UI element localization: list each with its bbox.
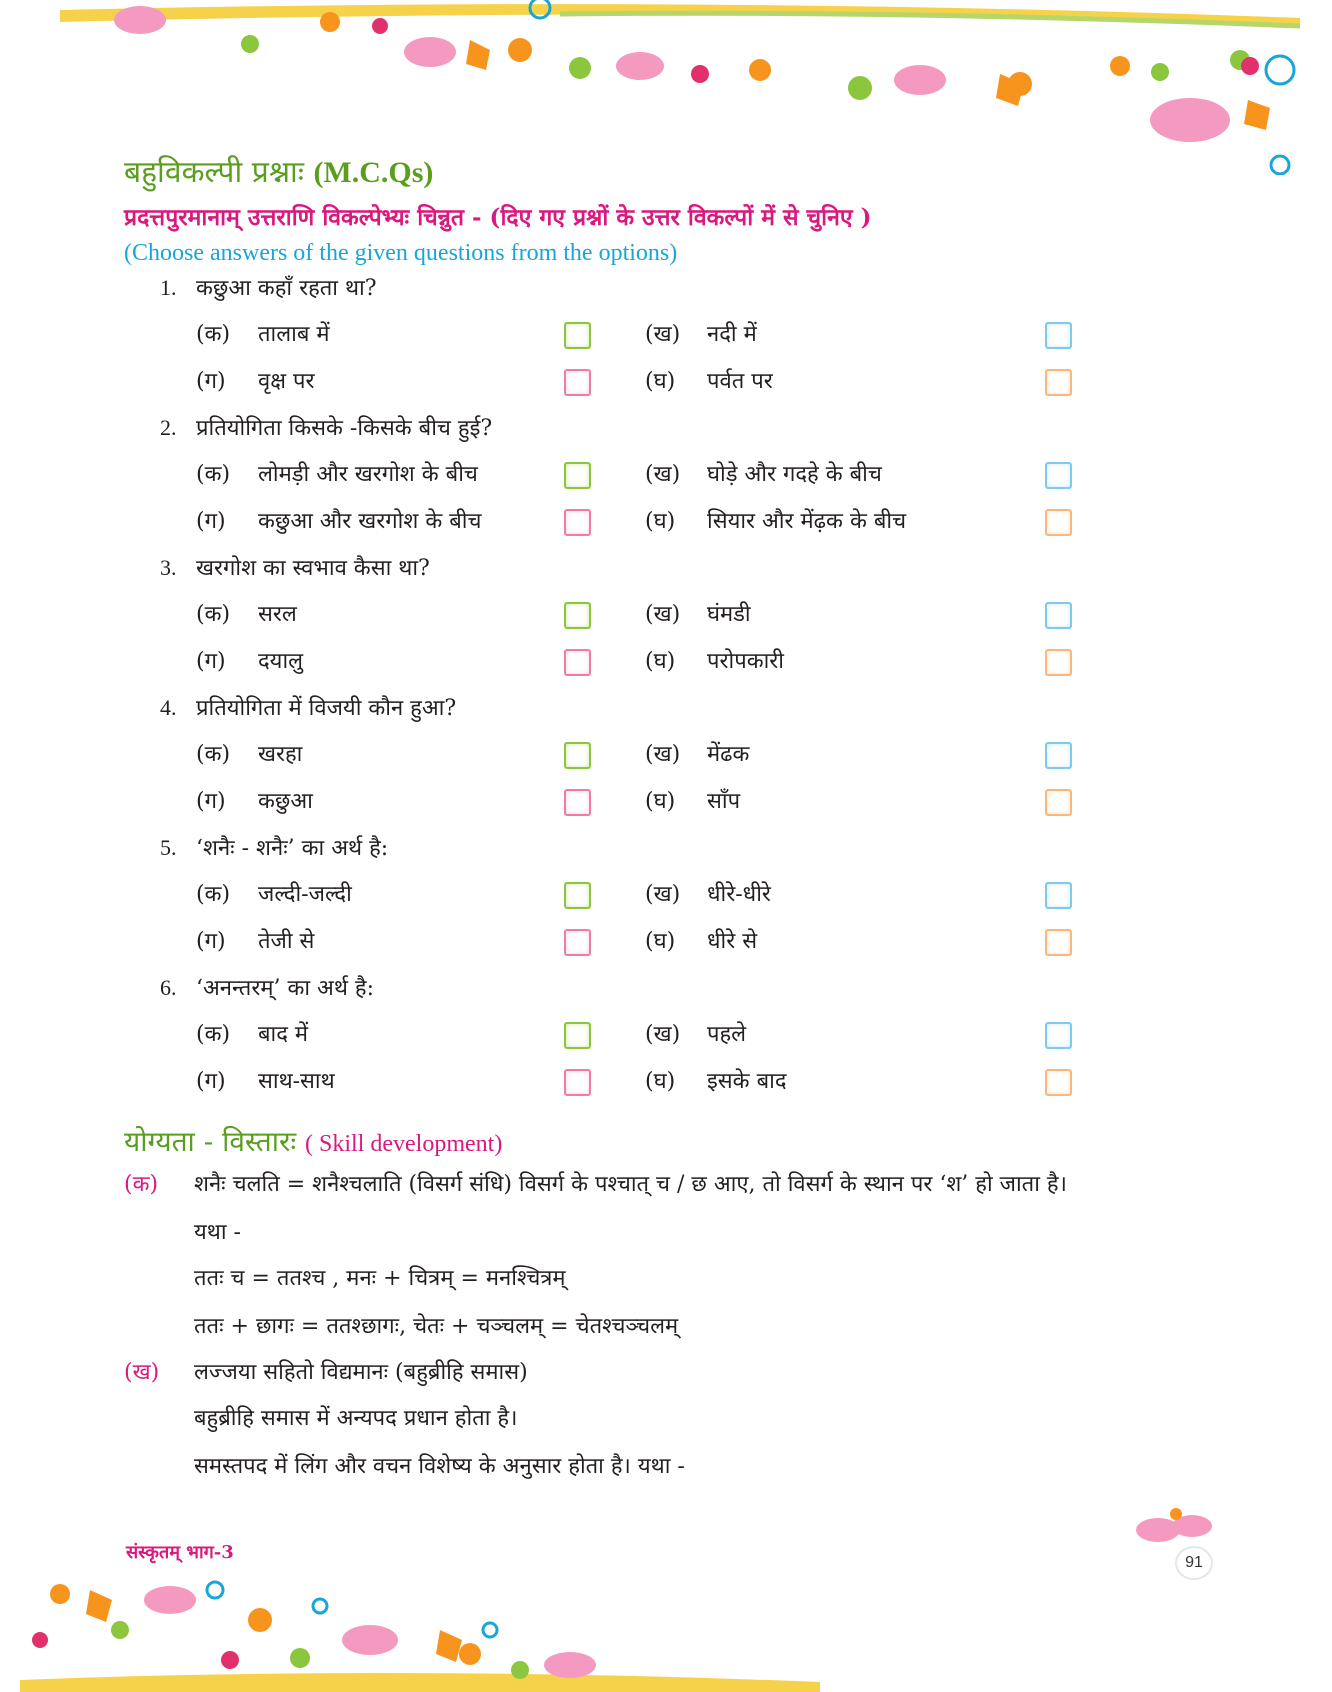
option-3-ga xyxy=(196,645,303,675)
checkbox-1-ga[interactable] xyxy=(564,369,591,396)
option-text: पहले xyxy=(707,1022,747,1047)
question-text: ‘अनन्तरम्’ का अर्थ है: xyxy=(196,976,375,1001)
option-1-ka xyxy=(196,318,330,348)
option-3-kha xyxy=(645,598,751,628)
checkbox-2-gha[interactable] xyxy=(1045,509,1072,536)
option-label: (ख) xyxy=(645,462,681,487)
option-text: खरहा xyxy=(258,742,303,767)
option-text: साथ-साथ xyxy=(258,1069,335,1094)
option-label: (क) xyxy=(196,462,231,487)
skill-point-b xyxy=(124,1356,528,1386)
example-line-1: ततः च = ततश्च , मनः + चित्रम् = मनश्चित्रम् xyxy=(194,1266,566,1291)
option-text: कछुआ xyxy=(258,789,313,814)
question-number: 3. xyxy=(160,555,177,580)
option-label: (घ) xyxy=(645,1069,676,1094)
option-4-ka xyxy=(196,738,302,768)
option-3-ka xyxy=(196,598,297,628)
checkbox-5-kha[interactable] xyxy=(1045,882,1072,909)
option-text: धीरे से xyxy=(707,929,758,954)
option-label: (घ) xyxy=(645,649,676,674)
option-1-gha xyxy=(645,365,773,395)
option-label: (ग) xyxy=(196,649,226,674)
option-label: (ग) xyxy=(196,789,226,814)
option-label: (क) xyxy=(196,1022,231,1047)
option-text: सरल xyxy=(258,602,297,627)
option-text: तालाब में xyxy=(258,322,330,347)
option-label: (ख) xyxy=(645,602,681,627)
option-text: लोमड़ी और खरगोश के बीच xyxy=(258,462,478,487)
checkbox-6-ga[interactable] xyxy=(564,1069,591,1096)
option-text: वृक्ष पर xyxy=(258,369,315,394)
top-floral-decoration xyxy=(0,0,1332,175)
option-label: (ग) xyxy=(196,369,226,394)
instruction-english: (Choose answers of the given questions from the options) xyxy=(124,240,678,266)
option-5-ka xyxy=(196,878,352,908)
option-4-kha xyxy=(645,738,749,768)
question-3 xyxy=(160,552,430,582)
option-label: (घ) xyxy=(645,789,676,814)
option-text: मेंढक xyxy=(707,742,750,767)
question-number: 6. xyxy=(160,975,177,1000)
samas-rule-2: समस्तपद में लिंग और वचन विशेष्य के अनुसार होता है। यथा - xyxy=(194,1454,685,1479)
option-label: (घ) xyxy=(645,929,676,954)
option-2-ga xyxy=(196,505,481,535)
option-label: (ग) xyxy=(196,1069,226,1094)
option-label: (ग) xyxy=(196,509,226,534)
option-label: (घ) xyxy=(645,509,676,534)
checkbox-6-kha[interactable] xyxy=(1045,1022,1072,1049)
option-6-ka xyxy=(196,1018,308,1048)
checkbox-1-ka[interactable] xyxy=(564,322,591,349)
mcq-title-hindi: बहुविकल्पी प्रश्नाः xyxy=(124,155,304,190)
checkbox-2-ga[interactable] xyxy=(564,509,591,536)
option-label: (ग) xyxy=(196,929,226,954)
mcq-section-title xyxy=(124,150,433,191)
option-2-gha xyxy=(645,505,906,535)
checkbox-5-ka[interactable] xyxy=(564,882,591,909)
point-label: (ख) xyxy=(124,1360,160,1385)
checkbox-4-ga[interactable] xyxy=(564,789,591,816)
option-label: (ख) xyxy=(645,322,681,347)
checkbox-2-ka[interactable] xyxy=(564,462,591,489)
option-4-gha xyxy=(645,785,740,815)
option-text: पर्वत पर xyxy=(707,369,773,394)
checkbox-1-gha[interactable] xyxy=(1045,369,1072,396)
example-intro: यथा - xyxy=(194,1220,241,1245)
option-1-kha xyxy=(645,318,757,348)
option-text: दयालु xyxy=(258,649,304,674)
option-label: (क) xyxy=(196,322,231,347)
option-2-kha xyxy=(645,458,882,488)
option-3-gha xyxy=(645,645,784,675)
checkbox-4-ka[interactable] xyxy=(564,742,591,769)
option-label: (घ) xyxy=(645,369,676,394)
book-title: संस्कृतम् भाग-3 xyxy=(126,1542,234,1563)
question-text: खरगोश का स्वभाव कैसा था? xyxy=(196,556,430,581)
option-text: घोड़े और गदहे के बीच xyxy=(707,462,882,487)
checkbox-3-gha[interactable] xyxy=(1045,649,1072,676)
option-text: परोपकारी xyxy=(707,649,784,674)
checkbox-3-ga[interactable] xyxy=(564,649,591,676)
option-label: (ख) xyxy=(645,742,681,767)
option-label: (ख) xyxy=(645,882,681,907)
option-text: सियार और मेंढ़क के बीच xyxy=(707,509,907,534)
question-text: कछुआ कहाँ रहता था? xyxy=(196,276,377,301)
option-label: (क) xyxy=(196,882,231,907)
option-label: (क) xyxy=(196,742,231,767)
option-label: (क) xyxy=(196,602,231,627)
question-number: 2. xyxy=(160,415,177,440)
checkbox-6-gha[interactable] xyxy=(1045,1069,1072,1096)
checkbox-6-ka[interactable] xyxy=(564,1022,591,1049)
option-label: (ख) xyxy=(645,1022,681,1047)
option-6-gha xyxy=(645,1065,787,1095)
option-5-kha xyxy=(645,878,771,908)
option-text: इसके बाद xyxy=(707,1069,787,1094)
option-6-kha xyxy=(645,1018,746,1048)
option-text: नदी में xyxy=(707,322,757,347)
checkbox-4-kha[interactable] xyxy=(1045,742,1072,769)
skill-title-hindi: योग्यता - विस्तारः xyxy=(124,1125,297,1158)
option-text: साँप xyxy=(707,789,741,814)
point-label: (क) xyxy=(124,1172,159,1197)
question-2 xyxy=(160,412,492,442)
checkbox-1-kha[interactable] xyxy=(1045,322,1072,349)
option-text: तेजी से xyxy=(258,929,315,954)
checkbox-5-ga[interactable] xyxy=(564,929,591,956)
mcq-title-english: (M.C.Qs) xyxy=(313,156,434,189)
checkbox-2-kha[interactable] xyxy=(1045,462,1072,489)
option-text: धीरे-धीरे xyxy=(707,882,771,907)
option-text: जल्दी-जल्दी xyxy=(258,882,352,907)
question-text: प्रतियोगिता में विजयी कौन हुआ? xyxy=(196,696,457,721)
option-text: बाद में xyxy=(258,1022,309,1047)
option-6-ga xyxy=(196,1065,335,1095)
option-1-ga xyxy=(196,365,315,395)
instruction-hindi: प्रदत्तपुरमानाम् उत्तराणि विकल्पेभ्यः चिन्नुत - (दिए गए प्रश्नों के उत्तर विकल्पों में से चुनिए ) xyxy=(124,204,872,231)
question-number: 4. xyxy=(160,695,177,720)
skill-point-a xyxy=(124,1168,1067,1198)
option-4-ga xyxy=(196,785,313,815)
skill-title-english: ( Skill development) xyxy=(305,1131,503,1157)
option-text: घंमडी xyxy=(707,602,751,627)
bottom-floral-decoration xyxy=(0,1570,1332,1692)
option-5-ga xyxy=(196,925,314,955)
samas-example: लज्जया सहितो विद्यमानः (बहुब्रीहि समास) xyxy=(194,1360,528,1385)
question-5 xyxy=(160,832,388,862)
example-line-2: ततः + छागः = ततश्छागः, चेतः + चञ्चलम् = चेतश्चञ्चलम् xyxy=(194,1314,679,1339)
sandhi-rule: शनैः चलति = शनैश्चलाति (विसर्ग संधि) विसर्ग के पश्चात् च / छ आए, तो विसर्ग के स्थान पर ‘श’ हो जाता है। xyxy=(194,1172,1067,1197)
question-text: ‘शनैः - शनैः’ का अर्थ है: xyxy=(196,836,389,861)
question-6 xyxy=(160,972,374,1002)
skill-section-title xyxy=(124,1122,502,1160)
question-number: 5. xyxy=(160,835,177,860)
checkbox-4-gha[interactable] xyxy=(1045,789,1072,816)
question-1 xyxy=(160,272,377,302)
checkbox-5-gha[interactable] xyxy=(1045,929,1072,956)
question-4 xyxy=(160,692,456,722)
samas-rule-1: बहुब्रीहि समास में अन्यपद प्रधान होता है। xyxy=(194,1406,518,1431)
question-number: 1. xyxy=(160,275,177,300)
option-text: कछुआ और खरगोश के बीच xyxy=(258,509,482,534)
option-2-ka xyxy=(196,458,478,488)
checkbox-3-ka[interactable] xyxy=(564,602,591,629)
page-number: 91 xyxy=(1175,1546,1213,1580)
question-text: प्रतियोगिता किसके -किसके बीच हुई? xyxy=(196,416,493,441)
checkbox-3-kha[interactable] xyxy=(1045,602,1072,629)
option-5-gha xyxy=(645,925,757,955)
